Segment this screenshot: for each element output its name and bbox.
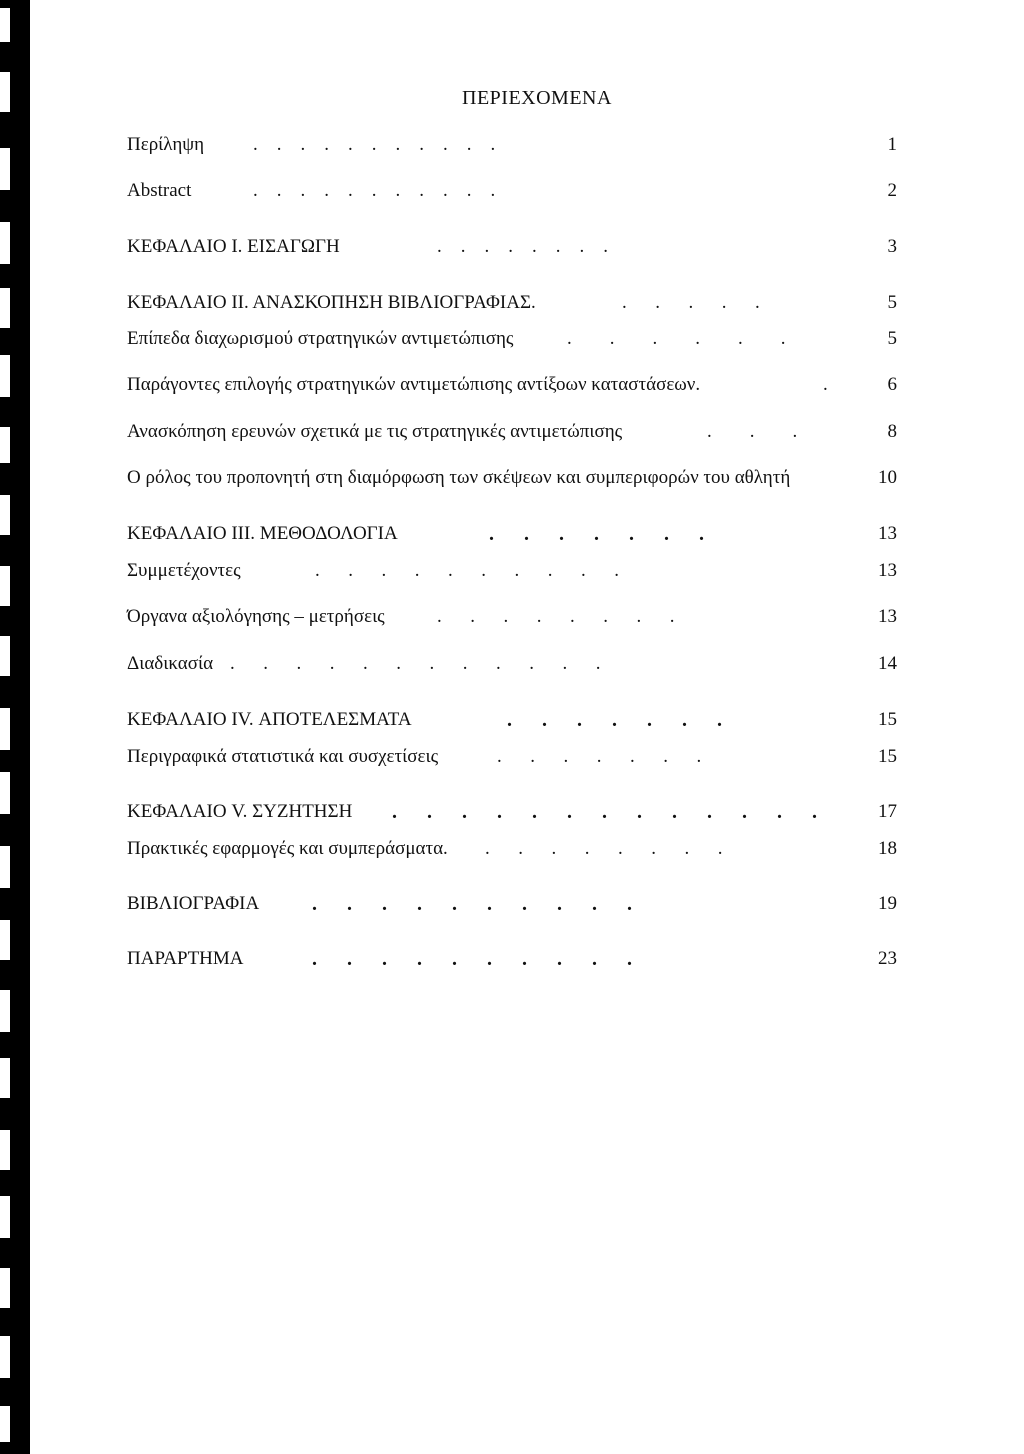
toc-entry <box>127 893 897 917</box>
toc-entry <box>127 523 897 547</box>
toc-entry-label: ΚΕΦΑΛΑΙΟ V. ΣΥΖΗΤΗΣΗ <box>127 801 353 822</box>
toc-page-number: 5 <box>887 328 897 349</box>
scan-edge-mark <box>0 1268 10 1308</box>
toc-leader-dots: . . . . . . . . <box>485 838 723 859</box>
scan-edge-mark <box>0 72 10 112</box>
toc-page-number: 10 <box>878 467 897 488</box>
toc-leader-dots: . . . . . . . . <box>437 236 608 257</box>
scan-edge-mark <box>0 1130 10 1170</box>
toc-entry <box>127 328 897 352</box>
toc-entry <box>127 134 897 158</box>
toc-entry-label: ΚΕΦΑΛΑΙΟ ΙΙ. ΑΝΑΣΚΟΠΗΣΗ ΒΙΒΛΙΟΓΡΑΦΙΑΣ. <box>127 292 536 313</box>
toc-entry-label: ΠΑΡΑΡΤΗΜΑ <box>127 948 244 969</box>
toc-page-number: 15 <box>878 746 897 767</box>
toc-entry <box>127 374 897 398</box>
toc-entry-label: Επίπεδα διαχωρισμού στρατηγικών αντιμετώπισης <box>127 328 514 349</box>
toc-leader-dots: . . . . . . . <box>489 523 704 545</box>
toc-entry <box>127 236 897 260</box>
scan-edge-mark <box>0 990 10 1032</box>
scan-edge-mark <box>0 1058 10 1098</box>
scan-edge-mark <box>0 222 10 264</box>
toc-entry-label: Παράγοντες επιλογής στρατηγικών αντιμετώπισης αντίξοων καταστάσεων. <box>127 374 701 395</box>
scan-edge-mark <box>0 636 10 676</box>
toc-page-number: 17 <box>878 801 897 822</box>
toc-leader-dots: . <box>823 374 828 395</box>
toc-page-number: 6 <box>887 374 897 395</box>
toc-leader-dots: . . . . . . . . . . . <box>253 180 496 201</box>
toc-entry <box>127 948 897 972</box>
toc-entry-label: ΚΕΦΑΛΑΙΟ IV. ΑΠΟΤΕΛΕΣΜΑΤΑ <box>127 709 412 730</box>
toc-leader-dots: . . . <box>707 421 798 442</box>
toc-leader-dots: . . . . . . <box>567 328 786 349</box>
toc-leader-dots: . . . . . . . . . . <box>315 560 619 581</box>
toc-entry-label: Περίληψη <box>127 134 205 155</box>
scan-edge-mark <box>0 1196 10 1238</box>
toc-page-number: 2 <box>887 180 897 201</box>
toc-leader-dots: . . . . . . . . . . <box>312 893 632 915</box>
toc-page-number: 3 <box>887 236 897 257</box>
toc-entry <box>127 653 897 677</box>
scan-edge-mark <box>0 920 10 960</box>
toc-entry-label: Όργανα αξιολόγησης – μετρήσεις <box>127 606 385 627</box>
toc-entry <box>127 292 897 316</box>
toc-entry <box>127 709 897 733</box>
toc-leader-dots: . . . . . . . . . . <box>312 948 632 970</box>
toc-page-number: 14 <box>878 653 897 674</box>
toc-entry <box>127 467 897 491</box>
scan-edge-mark <box>0 8 10 42</box>
toc-entry <box>127 180 897 204</box>
toc-entry-label: ΚΕΦΑΛΑΙΟ Ι. ΕΙΣΑΓΩΓΗ <box>127 236 340 257</box>
toc-page-number: 13 <box>878 606 897 627</box>
toc-entry-label: Πρακτικές εφαρμογές και συμπεράσματα. <box>127 838 448 859</box>
scan-edge-mark <box>0 355 10 397</box>
toc-entry-label: Abstract <box>127 180 192 201</box>
toc-entry <box>127 838 897 862</box>
toc-entry-label: ΚΕΦΑΛΑΙΟ III. ΜΕΘΟΔΟΛΟΓΙΑ <box>127 523 398 544</box>
scan-edge-mark <box>0 427 10 463</box>
toc-page-number: 8 <box>887 421 897 442</box>
scan-edge-mark <box>0 495 10 535</box>
scan-edge-mark <box>0 148 10 190</box>
scan-edge-mark <box>0 708 10 750</box>
toc-entry <box>127 421 897 445</box>
toc-leader-dots: . . . . . <box>622 292 760 313</box>
toc-entry-label: Διαδικασία <box>127 653 214 674</box>
scan-edge-mark <box>0 1406 10 1442</box>
toc-entry <box>127 801 897 825</box>
toc-page-number: 13 <box>878 560 897 581</box>
toc-page <box>30 0 1024 1454</box>
toc-leader-dots: . . . . . . . . . . . . <box>230 653 601 674</box>
toc-entry <box>127 606 897 630</box>
toc-entry-label: ΒΙΒΛΙΟΓΡΑΦΙΑ <box>127 893 260 914</box>
toc-leader-dots: . . . . . . . . . . . . . <box>392 801 817 823</box>
toc-page-number: 1 <box>887 134 897 155</box>
toc-leader-dots: . . . . . . . <box>507 709 722 731</box>
toc-leader-dots: . . . . . . . . . . . <box>253 134 496 155</box>
toc-leader-dots: . . . . . . . <box>497 746 702 767</box>
toc-entry-label: Περιγραφικά στατιστικά και συσχετίσεις <box>127 746 439 767</box>
page-title: ΠΕΡΙΕΧΟΜΕΝΑ <box>462 87 612 109</box>
toc-page-number: 13 <box>878 523 897 544</box>
toc-entry <box>127 560 897 584</box>
scan-edge-mark <box>0 288 10 328</box>
toc-entry-label: Ανασκόπηση ερευνών σχετικά με τις στρατηγικές αντιμετώπισης <box>127 421 623 442</box>
scan-edge-mark <box>0 846 10 888</box>
toc-page-number: 5 <box>887 292 897 313</box>
toc-entry-label: Συμμετέχοντες <box>127 560 241 581</box>
scan-edge-mark <box>0 566 10 606</box>
scan-edge-mark <box>0 772 10 814</box>
toc-page-number: 19 <box>878 893 897 914</box>
toc-page-number: 15 <box>878 709 897 730</box>
toc-page-number: 23 <box>878 948 897 969</box>
toc-leader-dots: . . . . . . . . <box>437 606 675 627</box>
toc-entry-label: Ο ρόλος του προπονητή στη διαμόρφωση των σκέψεων και συμπεριφορών του αθλητή <box>127 467 791 488</box>
toc-page-number: 18 <box>878 838 897 859</box>
scan-edge-mark <box>0 1336 10 1378</box>
toc-entry <box>127 746 897 770</box>
